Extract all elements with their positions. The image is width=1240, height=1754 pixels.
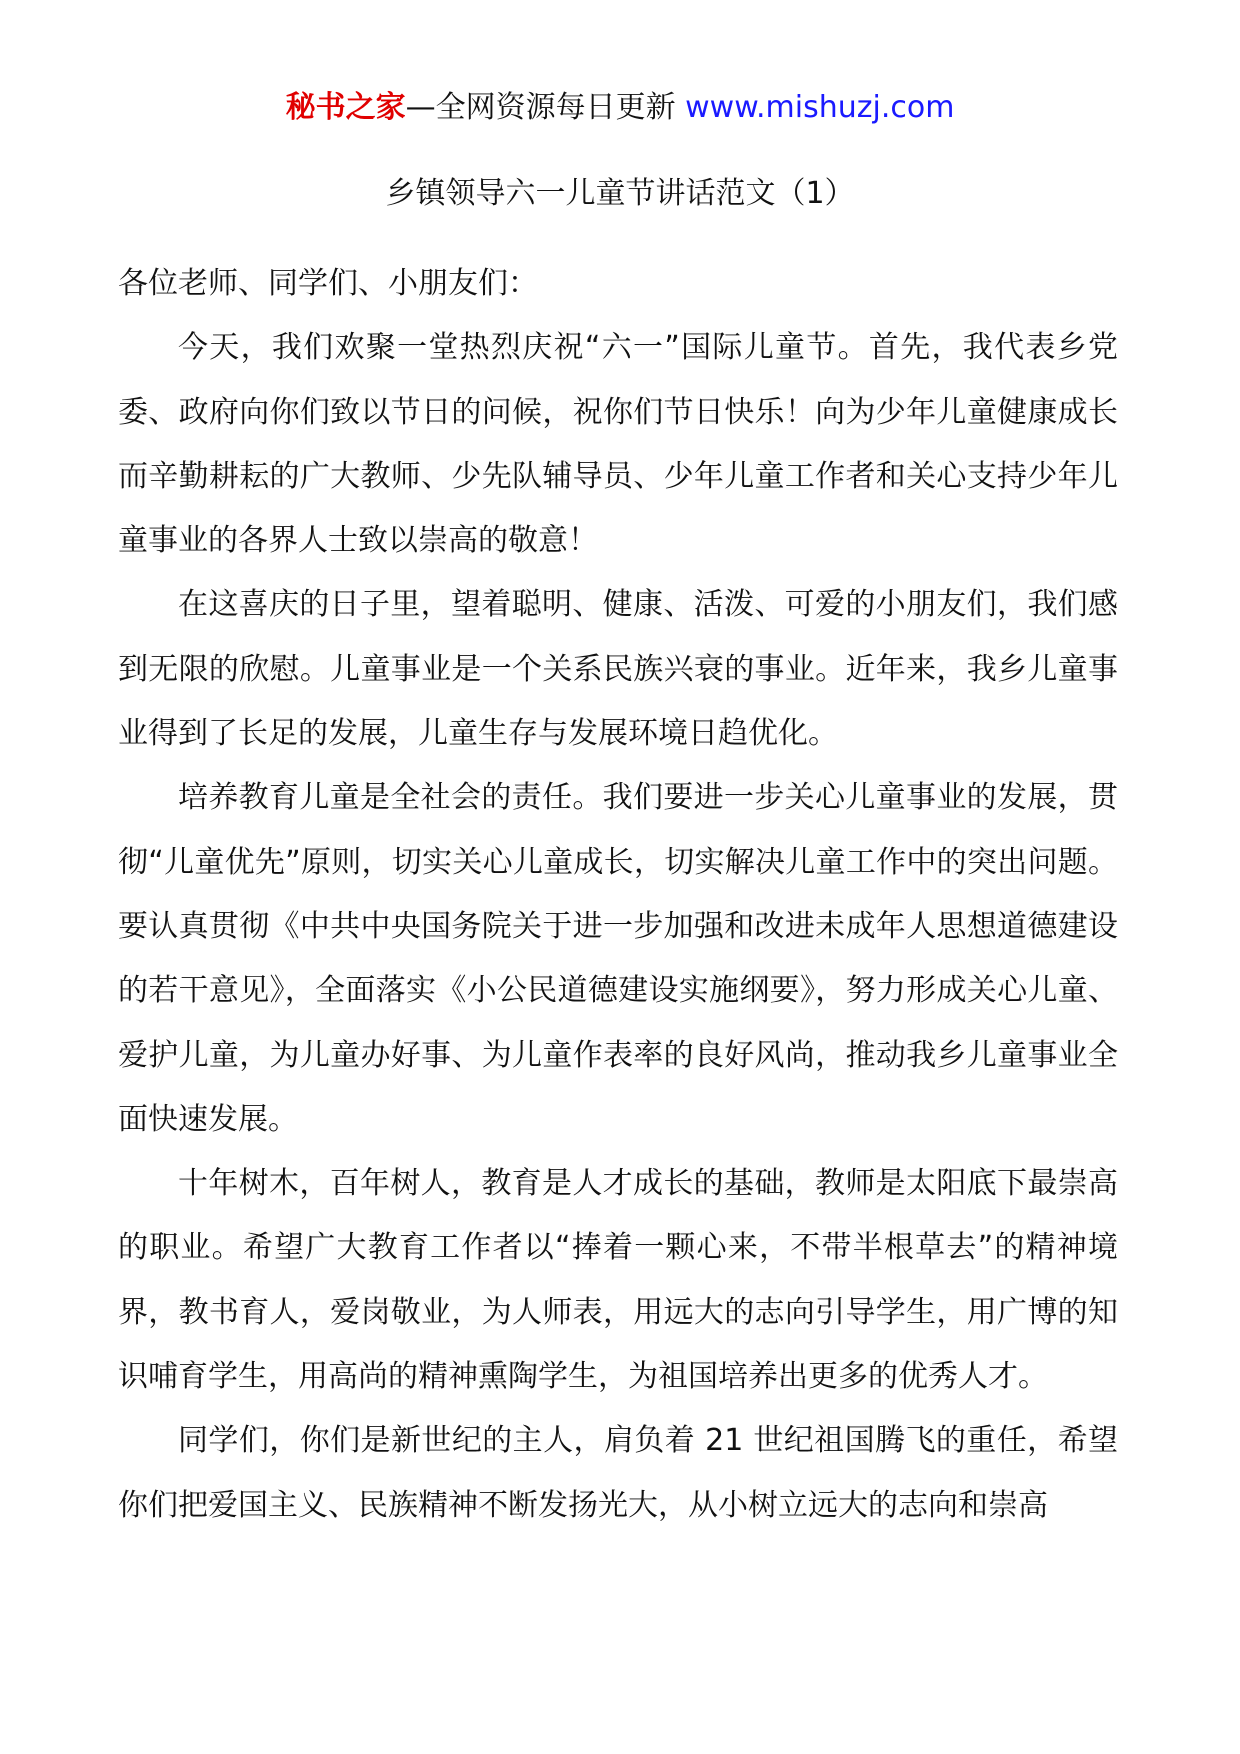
site-header	[0, 88, 1240, 128]
paragraph-4: 十年树木，百年树人，教育是人才成长的基础，教师是太阳底下最崇高的职业。希望广大教育工作者以“捧着一颗心来，不带半根草去”的精神境界，教书育人，爱岗敬业，为人师表，用远大的志向引导学生，用广博的知识哺育学生，用高尚的精神熏陶学生，为祖国培养出更多的优秀人才。	[118, 1166, 1118, 1395]
salutation: 各位老师、同学们、小朋友们：	[118, 266, 538, 301]
header-slogan: —全网资源每日更新	[405, 90, 686, 125]
paragraph-2: 在这喜庆的日子里，望着聪明、健康、活泼、可爱的小朋友们，我们感到无限的欣慰。儿童事业是一个关系民族兴衰的事业。近年来，我乡儿童事业得到了长足的发展，儿童生存与发展环境日趋优化。	[118, 587, 1118, 752]
paragraph-5: 同学们，你们是新世纪的主人，肩负着 21 世纪祖国腾飞的重任，希望你们把爱国主义、民族精神不断发扬光大，从小树立远大的志向和崇高	[118, 1423, 1118, 1523]
site-url-link[interactable]: www.mishuzj.com	[685, 90, 955, 125]
paragraph-1: 今天，我们欢聚一堂热烈庆祝“六一”国际儿童节。首先，我代表乡党委、政府向你们致以节日的问候，祝你们节日快乐！向为少年儿童健康成长而辛勤耕耘的广大教师、少先队辅导员、少年儿童工作者和关心支持少年儿童事业的各界人士致以崇高的敬意！	[118, 330, 1118, 559]
paragraph-3: 培养教育儿童是全社会的责任。我们要进一步关心儿童事业的发展，贯彻“儿童优先”原则，切实关心儿童成长，切实解决儿童工作中的突出问题。要认真贯彻《中共中央国务院关于进一步加强和改进未成年人思想道德建设的若干意见》，全面落实《小公民道德建设实施纲要》，努力形成关心儿童、爱护儿童，为儿童办好事、为儿童作表率的良好风尚，推动我乡儿童事业全面快速发展。	[118, 780, 1118, 1137]
document-title: 乡镇领导六一儿童节讲话范文（1）	[385, 176, 855, 211]
document-body	[118, 252, 1118, 1538]
brand-name: 秘书之家	[285, 90, 406, 125]
